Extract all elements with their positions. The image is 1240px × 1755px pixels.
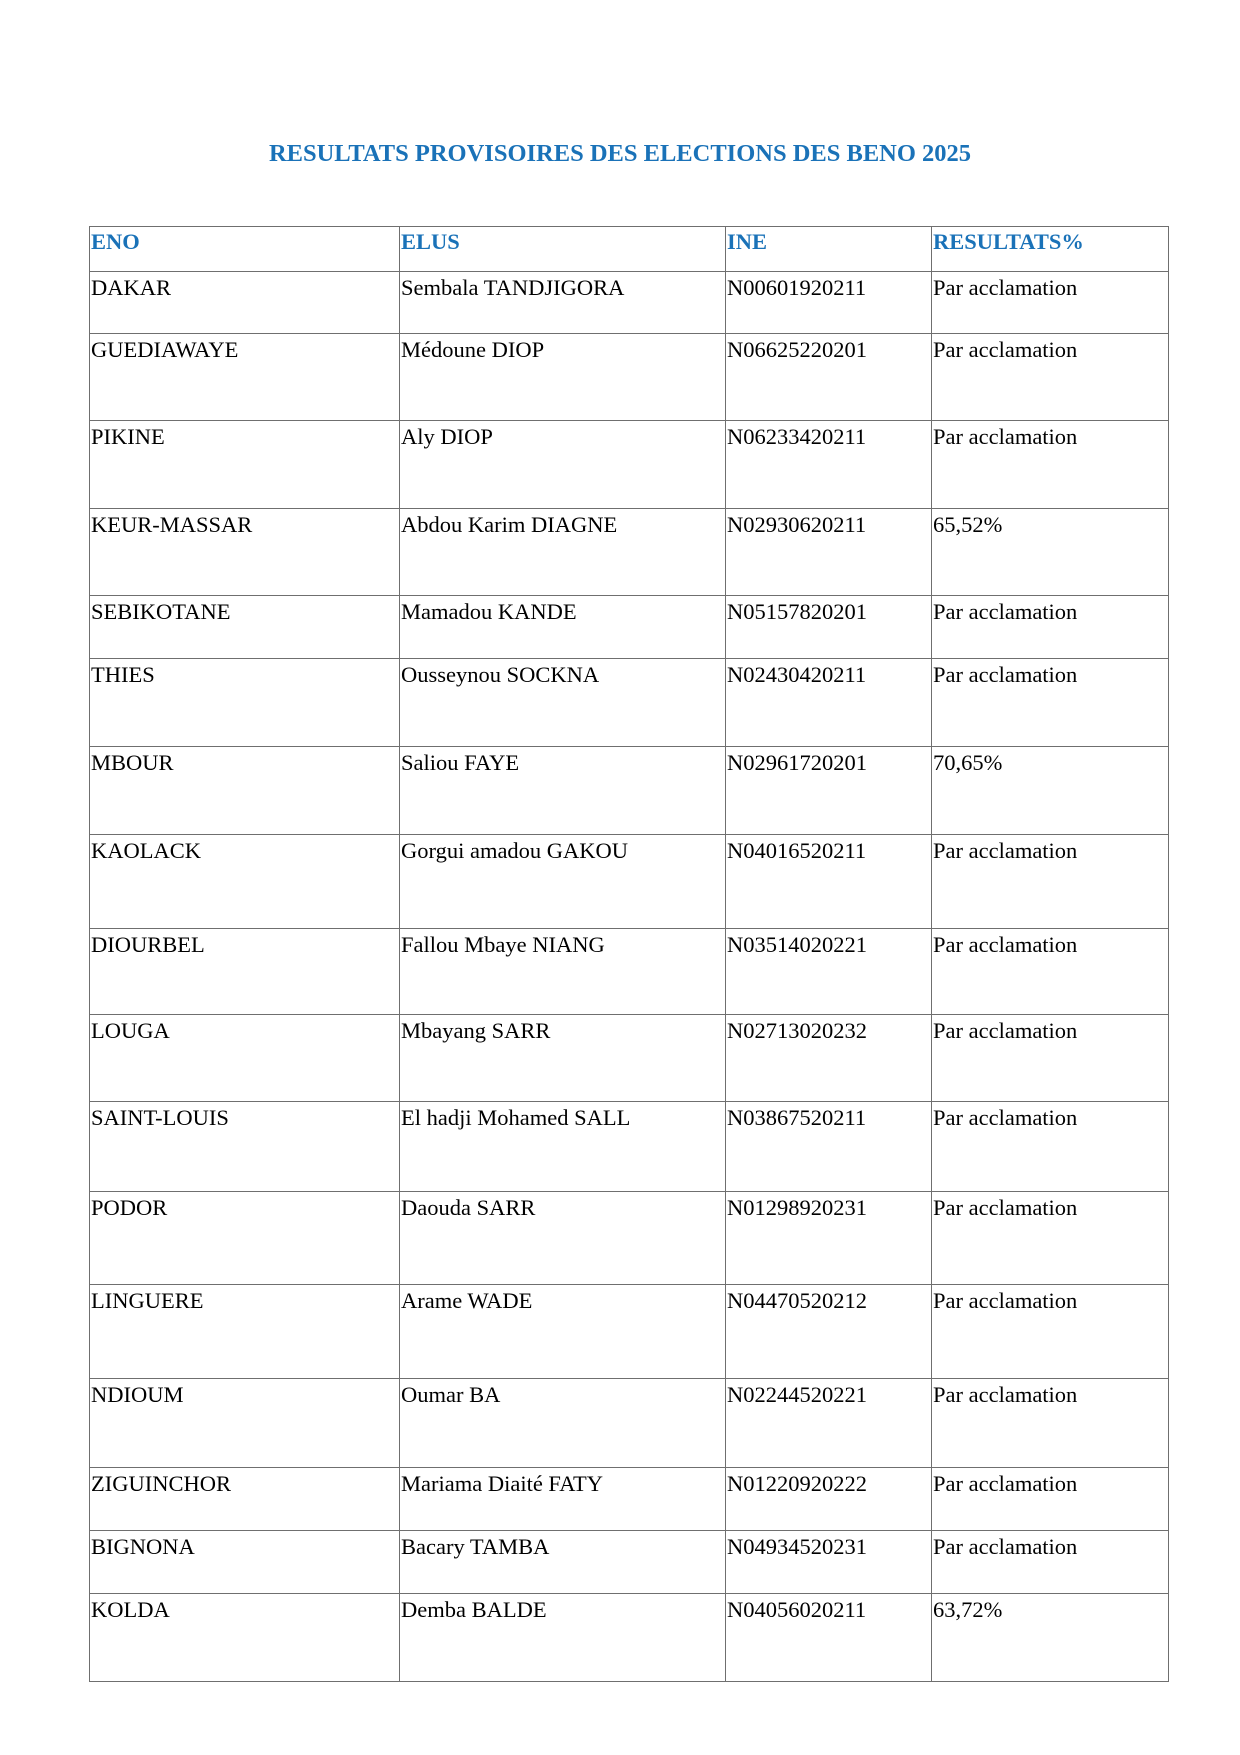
cell-resultat: Par acclamation (932, 596, 1169, 659)
table-row (90, 334, 1169, 421)
cell-eno: LOUGA (90, 1015, 400, 1102)
cell-ine: N03514020221 (726, 929, 932, 1015)
table-row (90, 596, 1169, 659)
cell-resultat: Par acclamation (932, 1102, 1169, 1192)
header-eno: ENO (90, 227, 400, 272)
cell-eno: DIOURBEL (90, 929, 400, 1015)
cell-ine: N02430420211 (726, 659, 932, 747)
cell-eno: GUEDIAWAYE (90, 334, 400, 421)
table-row (90, 1594, 1169, 1682)
cell-eno: SAINT-LOUIS (90, 1102, 400, 1192)
document-title: RESULTATS PROVISOIRES DES ELECTIONS DES BENO 2025 (268, 140, 972, 167)
table-row (90, 1102, 1169, 1192)
cell-ine: N04056020211 (726, 1594, 932, 1682)
cell-ine: N02961720201 (726, 747, 932, 835)
cell-elu: Fallou Mbaye NIANG (400, 929, 726, 1015)
cell-elu: Ousseynou SOCKNA (400, 659, 726, 747)
cell-ine: N06233420211 (726, 421, 932, 509)
cell-resultat: Par acclamation (932, 1468, 1169, 1531)
table-row (90, 1285, 1169, 1379)
table-body (90, 272, 1169, 1682)
table-row (90, 929, 1169, 1015)
cell-resultat: Par acclamation (932, 421, 1169, 509)
table-row (90, 1468, 1169, 1531)
cell-elu: Gorgui amadou GAKOU (400, 835, 726, 929)
cell-eno: THIES (90, 659, 400, 747)
cell-eno: ZIGUINCHOR (90, 1468, 400, 1531)
cell-eno: NDIOUM (90, 1379, 400, 1468)
table-row (90, 272, 1169, 334)
cell-resultat: 70,65% (932, 747, 1169, 835)
cell-elu: Demba BALDE (400, 1594, 726, 1682)
cell-resultat: Par acclamation (932, 1531, 1169, 1594)
table-row (90, 747, 1169, 835)
cell-ine: N04016520211 (726, 835, 932, 929)
cell-eno: PIKINE (90, 421, 400, 509)
cell-resultat: Par acclamation (932, 929, 1169, 1015)
cell-resultat: Par acclamation (932, 1379, 1169, 1468)
cell-elu: Saliou FAYE (400, 747, 726, 835)
table-row (90, 1531, 1169, 1594)
cell-elu: Bacary TAMBA (400, 1531, 726, 1594)
cell-elu: El hadji Mohamed SALL (400, 1102, 726, 1192)
cell-elu: Abdou Karim DIAGNE (400, 509, 726, 596)
cell-elu: Mbayang SARR (400, 1015, 726, 1102)
header-resultats: RESULTATS% (932, 227, 1169, 272)
cell-ine: N02713020232 (726, 1015, 932, 1102)
cell-resultat: 63,72% (932, 1594, 1169, 1682)
cell-resultat: Par acclamation (932, 835, 1169, 929)
results-table (89, 226, 1169, 1682)
cell-eno: LINGUERE (90, 1285, 400, 1379)
cell-ine: N02244520221 (726, 1379, 932, 1468)
cell-ine: N05157820201 (726, 596, 932, 659)
cell-ine: N01298920231 (726, 1192, 932, 1285)
table-row (90, 659, 1169, 747)
table-row (90, 1015, 1169, 1102)
table-row (90, 1379, 1169, 1468)
table-header-row (90, 227, 1169, 272)
cell-ine: N04470520212 (726, 1285, 932, 1379)
cell-eno: MBOUR (90, 747, 400, 835)
cell-eno: DAKAR (90, 272, 400, 334)
cell-elu: Oumar BA (400, 1379, 726, 1468)
cell-resultat: 65,52% (932, 509, 1169, 596)
cell-resultat: Par acclamation (932, 1285, 1169, 1379)
table-row (90, 509, 1169, 596)
cell-elu: Médoune DIOP (400, 334, 726, 421)
cell-eno: KEUR-MASSAR (90, 509, 400, 596)
cell-resultat: Par acclamation (932, 1192, 1169, 1285)
cell-resultat: Par acclamation (932, 334, 1169, 421)
cell-ine: N02930620211 (726, 509, 932, 596)
cell-ine: N06625220201 (726, 334, 932, 421)
cell-elu: Mariama Diaité FATY (400, 1468, 726, 1531)
table-row (90, 835, 1169, 929)
cell-eno: KAOLACK (90, 835, 400, 929)
table-row (90, 421, 1169, 509)
table-row (90, 1192, 1169, 1285)
cell-elu: Daouda SARR (400, 1192, 726, 1285)
cell-elu: Arame WADE (400, 1285, 726, 1379)
cell-resultat: Par acclamation (932, 272, 1169, 334)
cell-eno: PODOR (90, 1192, 400, 1285)
cell-eno: KOLDA (90, 1594, 400, 1682)
cell-ine: N01220920222 (726, 1468, 932, 1531)
cell-ine: N04934520231 (726, 1531, 932, 1594)
cell-resultat: Par acclamation (932, 659, 1169, 747)
header-elus: ELUS (400, 227, 726, 272)
cell-ine: N03867520211 (726, 1102, 932, 1192)
cell-eno: BIGNONA (90, 1531, 400, 1594)
cell-resultat: Par acclamation (932, 1015, 1169, 1102)
cell-elu: Mamadou KANDE (400, 596, 726, 659)
cell-elu: Aly DIOP (400, 421, 726, 509)
cell-elu: Sembala TANDJIGORA (400, 272, 726, 334)
cell-ine: N00601920211 (726, 272, 932, 334)
header-ine: INE (726, 227, 932, 272)
cell-eno: SEBIKOTANE (90, 596, 400, 659)
